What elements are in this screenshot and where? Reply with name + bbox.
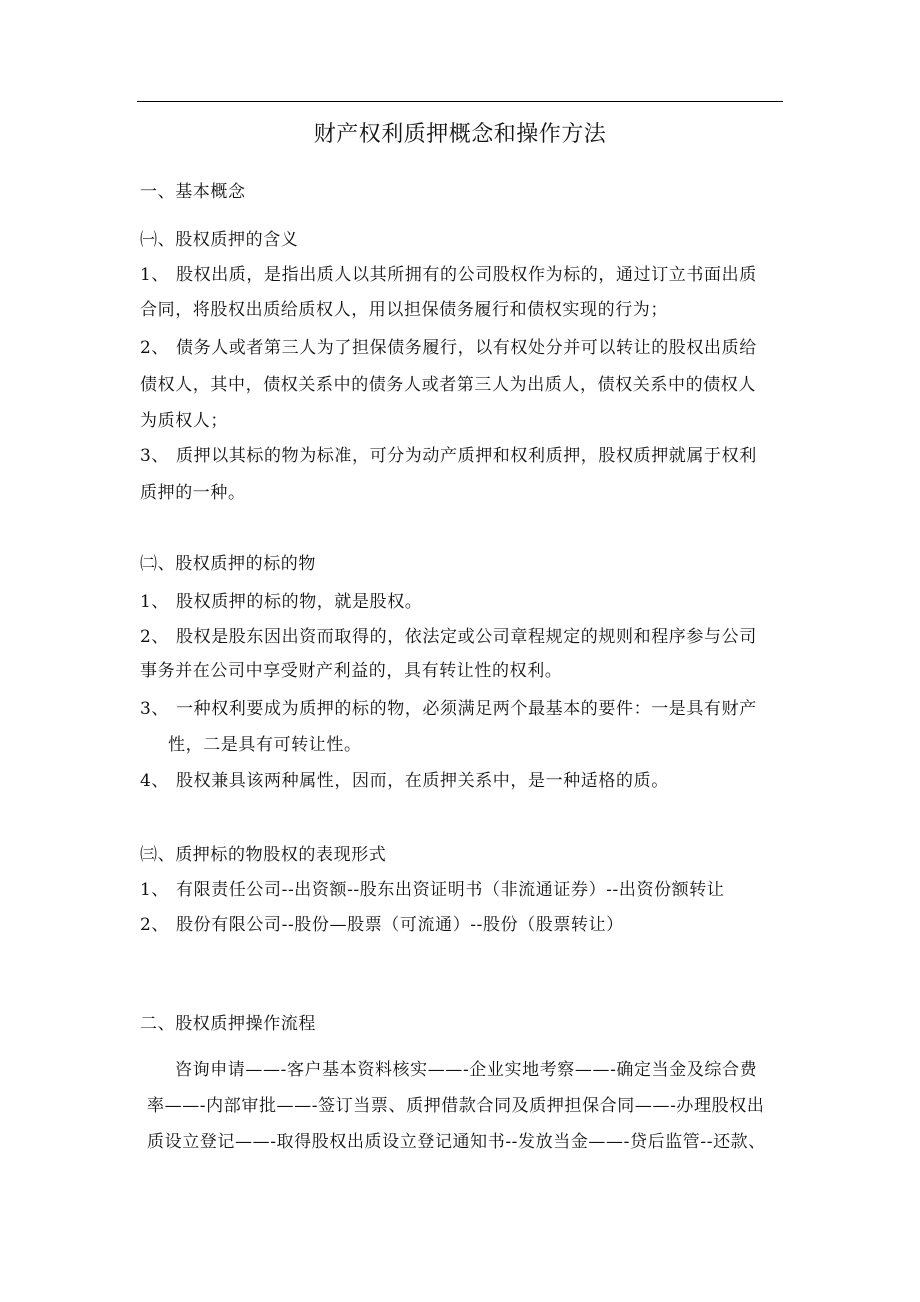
list-item xyxy=(140,913,624,937)
item-text-continued: 为质权人； xyxy=(140,411,228,431)
item-text: 有限责任公司--出资额--股东出资证明书（非流通证券）--出资份额转让 xyxy=(176,880,725,900)
list-item xyxy=(140,697,757,721)
item-text: 股权是股东因出资而取得的，依法定或公司章程规定的规则和程序参与公司 xyxy=(176,627,757,647)
item-text: 股份有限公司--股份—股票（可流通）--股份（股票转让） xyxy=(176,915,624,935)
item-text-continued: 债权人，其中，债权关系中的债务人或者第三人为出质人，债权关系中的债权人 xyxy=(140,375,756,395)
list-item xyxy=(140,878,724,902)
list-item xyxy=(140,263,757,287)
subsection-heading: ㈠、股权质押的含义 xyxy=(140,230,299,250)
section-heading: 二、股权质押操作流程 xyxy=(140,1014,316,1034)
list-item xyxy=(140,625,757,649)
subsection-heading: ㈢、质押标的物股权的表现形式 xyxy=(140,845,387,865)
item-text: 一种权利要成为质押的标的物，必须满足两个最基本的要件：一是具有财产 xyxy=(176,699,757,719)
item-number: 2、 xyxy=(140,338,170,358)
list-item xyxy=(140,336,757,360)
item-text: 股权兼具该两种属性，因而，在质押关系中，是一种适格的质。 xyxy=(176,771,669,791)
list-item xyxy=(140,769,669,793)
section-heading: 一、基本概念 xyxy=(140,182,246,202)
header-rule xyxy=(137,101,783,102)
item-text: 股权出质，是指出质人以其所拥有的公司股权作为标的，通过订立书面出质 xyxy=(176,265,757,285)
item-text: 股权质押的标的物，就是股权。 xyxy=(176,592,423,612)
document-title: 财产权利质押概念和操作方法 xyxy=(313,122,607,147)
paragraph-line: 咨询申请——-客户基本资料核实——-企业实地考察——-确定当金及综合费 xyxy=(175,1060,758,1080)
item-text: 质押以其标的物为标准，可分为动产质押和权利质押，股权质押就属于权利 xyxy=(176,446,757,466)
item-number: 4、 xyxy=(140,771,170,791)
item-number: 3、 xyxy=(140,699,170,719)
paragraph-line: 率——-内部审批——-签订当票、质押借款合同及质押担保合同——-办理股权出 xyxy=(147,1096,765,1116)
item-text-continued: 事务并在公司中享受财产利益的，具有转让性的权利。 xyxy=(140,661,563,681)
list-item xyxy=(140,444,757,468)
item-number: 2、 xyxy=(140,627,170,647)
item-number: 1、 xyxy=(140,265,170,285)
item-number: 1、 xyxy=(140,880,170,900)
item-number: 2、 xyxy=(140,915,170,935)
item-text-continued: 合同，将股权出质给质权人，用以担保债务履行和债权实现的行为； xyxy=(140,300,668,320)
list-item xyxy=(140,590,422,614)
paragraph-line: 质设立登记——-取得股权出质设立登记通知书--发放当金——-贷后监管--还款、 xyxy=(147,1132,766,1152)
subsection-heading: ㈡、股权质押的标的物 xyxy=(140,554,316,574)
item-number: 1、 xyxy=(140,592,170,612)
item-text: 债务人或者第三人为了担保债务履行，以有权处分并可以转让的股权出质给 xyxy=(176,338,757,358)
item-text-continued: 质押的一种。 xyxy=(140,483,246,503)
item-text-continued: 性，二是具有可转让性。 xyxy=(168,735,362,755)
item-number: 3、 xyxy=(140,446,170,466)
